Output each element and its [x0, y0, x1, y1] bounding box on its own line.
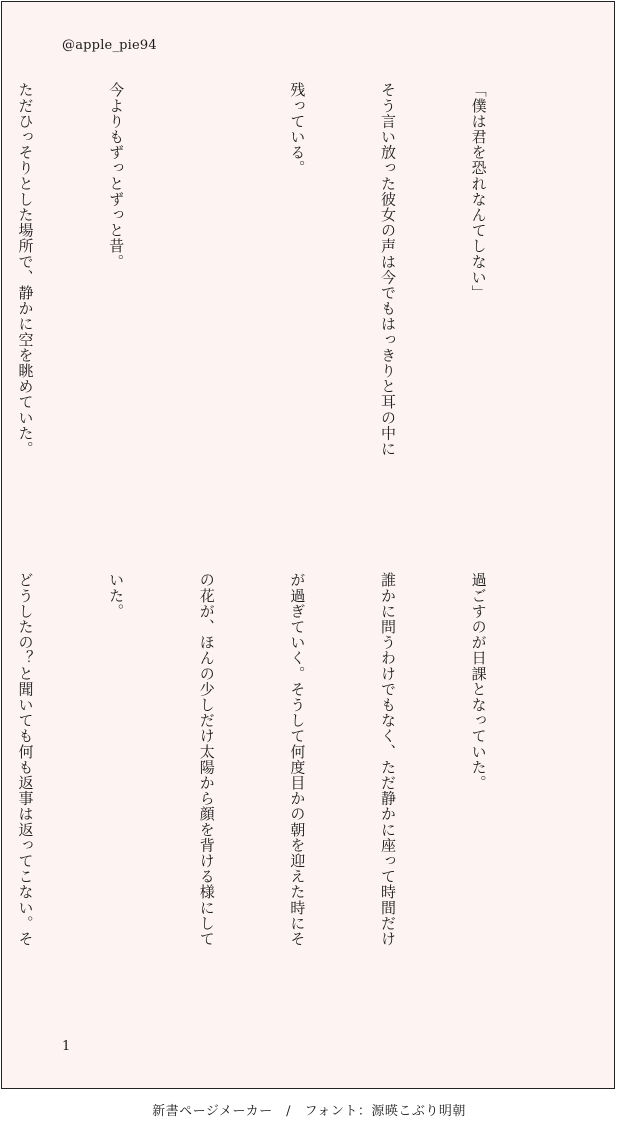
footer-credit: 新書ページメーカー / フォント：源暎こぶり明朝	[152, 1104, 466, 1119]
text-line	[192, 82, 222, 552]
text-line: 残っている。	[288, 82, 307, 176]
text-line: 「僕は君を恐れなんてしない」	[469, 82, 488, 301]
text-block-top	[0, 82, 554, 552]
text-line: いた。	[107, 572, 126, 619]
page-number: 1	[62, 1039, 71, 1054]
text-line: の花が、ほんの少しだけ太陽から顔を背ける様にして	[197, 572, 216, 947]
text-block-bottom	[0, 572, 554, 1042]
text-line: ただひっそりとした場所で、静かに空を眺めていた。	[16, 82, 35, 457]
text-line: そう言い放った彼女の声は今でもはっきりと耳の中に	[378, 82, 397, 457]
text-line: 誰かに問うわけでもなく、ただ静かに座って時間だけ	[378, 572, 397, 947]
text-line: 過ごすのが日課となっていた。	[469, 572, 488, 791]
novel-page	[1, 1, 615, 1089]
author-handle: @apple_pie94	[62, 38, 157, 53]
text-line: が過ぎていく。そうして何度目かの朝を迎えた時にそ	[288, 572, 307, 947]
text-line: どうしたの？と聞いても何も返事は返ってこない。そ	[16, 572, 35, 947]
text-line: 今よりもずっとずっと昔。	[107, 82, 126, 270]
